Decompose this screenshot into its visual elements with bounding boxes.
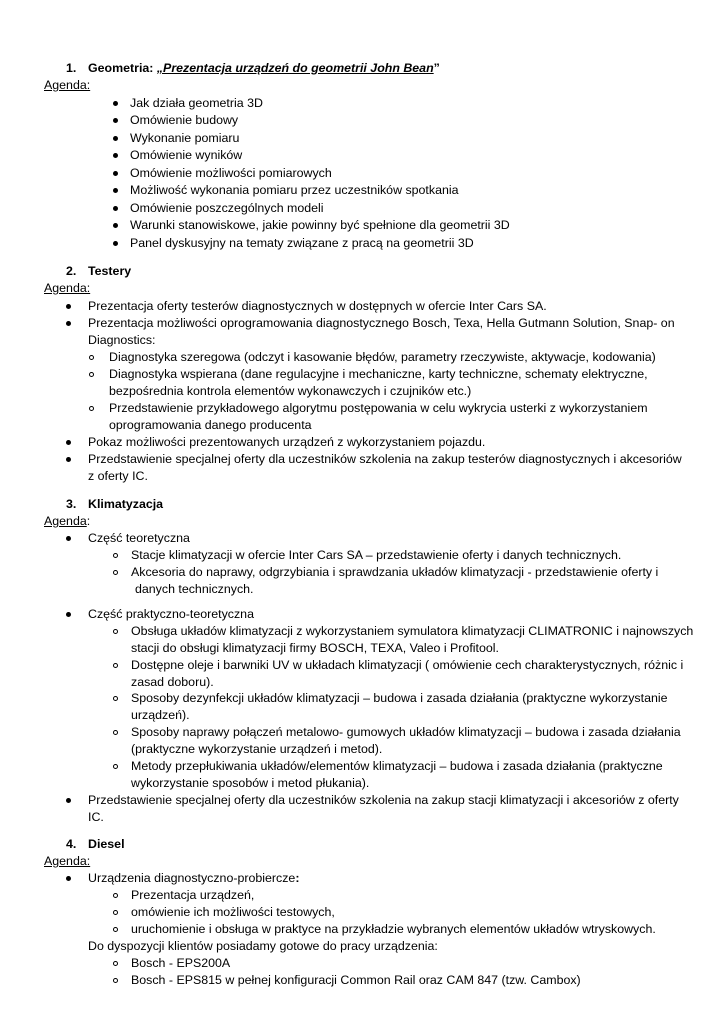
list-item: Warunki stanowiskowe, jakie powinny być spełnione dla geometrii 3D: [130, 218, 510, 232]
list-item-continued: IC.: [88, 810, 104, 824]
bullet-circle: [89, 366, 94, 383]
section-4-agenda: Agenda:: [44, 854, 91, 868]
bullet-dot: [66, 606, 71, 623]
bullet-dot: [113, 112, 118, 129]
sub-list-item: uruchomienie i obsługa w praktyce na przykładzie wybranych elementów układów wtryskowych.: [131, 922, 656, 936]
bullet-circle: [113, 904, 118, 921]
bullet-circle: [89, 349, 94, 366]
section-2-title: Testery: [88, 264, 132, 278]
list-item: [88, 870, 299, 887]
sub-list-item-continued: oprogramowania danego producenta: [109, 418, 312, 432]
list-item: Panel dyskusyjny na tematy związane z pracą na geometrii 3D: [130, 236, 474, 250]
bullet-circle: [113, 887, 118, 904]
section-3-title: Klimatyzacja: [88, 497, 164, 511]
sub-list-item: Dostępne oleje i barwniki UV w układach klimatyzacji ( omówienie cech charakterystycznych, różnic i: [131, 658, 684, 672]
section-3-agenda-label: Agenda: [44, 514, 87, 528]
list-item: Omówienie możliwości pomiarowych: [130, 166, 332, 180]
sub-list-item: Bosch - EPS815 w pełnej konfiguracji Common Rail oraz CAM 847 (tzw. Cambox): [131, 973, 581, 987]
list-item: Część praktyczno-teoretyczna: [88, 607, 254, 621]
bullet-circle: [89, 400, 94, 417]
list-item: Prezentacja możliwości oprogramowania diagnostycznego Bosch, Texa, Hella Gutmann Solution, Snap- on: [88, 316, 675, 330]
sub-list-item-continued: stacji do obsługi klimatyzacji firmy BOSCH, TEXA, Valeo i Profitool.: [131, 641, 499, 655]
sub-list-item: Prezentacja urządzeń,: [131, 888, 255, 902]
sub-list-item: Obsługa układów klimatyzacji z wykorzystaniem symulatora klimatyzacji CLIMATRONIC i najnowszych: [131, 624, 694, 638]
list-item-colon: :: [295, 871, 300, 885]
list-item: Omówienie budowy: [130, 113, 239, 127]
bullet-dot: [113, 200, 118, 217]
bullet-circle: [113, 564, 118, 581]
sub-list-item-continued: urządzeń).: [131, 708, 190, 722]
section-3-number: 3.: [66, 497, 77, 511]
bullet-dot: [113, 95, 118, 112]
section-4-title: Diesel: [88, 837, 125, 851]
section-3-agenda-colon: :: [86, 514, 91, 528]
bullet-dot: [66, 434, 71, 451]
bullet-dot: [113, 165, 118, 182]
section-1-title-quote: „Prezentacja urządzeń do geometrii John Bean: [156, 61, 434, 75]
sub-list-item: Stacje klimatyzacji w ofercie Inter Cars SA – przedstawienie oferty i danych technicznych.: [131, 548, 622, 562]
sub-list-item-continued: wykorzystanie sposobów i metod płukania).: [131, 776, 370, 790]
sub-list-item: Metody przepłukiwania układów/elementów klimatyzacji – budowa i zasada działania (praktyczne: [131, 759, 663, 773]
section-1-agenda: Agenda:: [44, 78, 91, 92]
bullet-circle: [113, 547, 118, 564]
bullet-dot: [66, 530, 71, 547]
bullet-circle: [113, 690, 118, 707]
bullet-dot: [66, 298, 71, 315]
list-item: Pokaz możliwości prezentowanych urządzeń z wykorzystaniem pojazdu.: [88, 435, 486, 449]
list-item: Część teoretyczna: [88, 531, 190, 545]
sub-list-item: Sposoby dezynfekcji układów klimatyzacji – budowa i zasada działania (praktyczne wykorzystanie: [131, 691, 668, 705]
sub-list-item-continued: zasad doboru).: [131, 675, 214, 689]
bullet-dot: [66, 792, 71, 809]
sub-list-item: Diagnostyka wspierana (dane regulacyjne i mechaniczne, karty techniczne, schematy elektryczne,: [109, 367, 648, 381]
bullet-circle: [113, 623, 118, 640]
bullet-dot: [113, 130, 118, 147]
sub-list-item: Diagnostyka szeregowa (odczyt i kasowanie błędów, parametry rzeczywiste, aktywacje, kodowania): [109, 350, 656, 364]
bullet-circle: [113, 724, 118, 741]
sub-list-item: Akcesoria do naprawy, odgrzybiania i sprawdzania układów klimatyzacji - przedstawienie oferty i: [131, 565, 659, 579]
sub-list-item: Przedstawienie przykładowego algorytmu postępowania w celu wykrycia usterki z wykorzystaniem: [109, 401, 648, 415]
sub-list-item: omówienie ich możliwości testowych,: [131, 905, 335, 919]
bullet-dot: [66, 451, 71, 468]
bullet-circle: [113, 921, 118, 938]
sub-list-item-continued: (praktyczne wykorzystanie urządzeń i metod).: [131, 742, 383, 756]
sub-list-item-continued: danych technicznych.: [135, 582, 254, 596]
list-item: Prezentacja oferty testerów diagnostycznych w dostępnych w ofercie Inter Cars SA.: [88, 299, 547, 313]
sub-list-item: Sposoby naprawy połączeń metalowo- gumowych układów klimatyzacji – budowa i zasada działania: [131, 725, 681, 739]
sub-list-item: Bosch - EPS200A: [131, 956, 231, 970]
section-2-number: 2.: [66, 264, 77, 278]
section-2-agenda: Agenda:: [44, 281, 91, 295]
section-1-title: [88, 60, 440, 77]
bullet-circle: [113, 972, 118, 989]
bullet-dot: [113, 235, 118, 252]
bullet-dot: [113, 147, 118, 164]
list-item: Możliwość wykonania pomiaru przez uczestników spotkania: [130, 183, 459, 197]
bullet-dot: [66, 315, 71, 332]
list-item: Omówienie wyników: [130, 148, 243, 162]
bullet-dot: [113, 182, 118, 199]
bullet-circle: [113, 955, 118, 972]
paragraph: Do dyspozycji klientów posiadamy gotowe do pracy urządzenia:: [88, 939, 438, 953]
bullet-dot: [66, 870, 71, 887]
bullet-dot: [113, 217, 118, 234]
list-item: Przedstawienie specjalnej oferty dla uczestników szkolenia na zakup testerów diagnostycznych i akcesoriów: [88, 452, 682, 466]
list-item-continued: z oferty IC.: [88, 469, 148, 483]
list-item: Jak działa geometria 3D: [130, 96, 263, 110]
section-1-title-label: Geometria:: [88, 61, 157, 75]
list-item: Omówienie poszczególnych modeli: [130, 201, 324, 215]
bullet-circle: [113, 758, 118, 775]
section-4-number: 4.: [66, 837, 77, 851]
section-3-agenda: [44, 513, 90, 530]
list-item-continued: Diagnostics:: [88, 333, 156, 347]
section-1-number: 1.: [66, 61, 77, 75]
sub-list-item-continued: bezpośrednia kontrola elementów wykonawczych i czujników etc.): [109, 384, 472, 398]
bullet-circle: [113, 657, 118, 674]
list-item-text: Urządzenia diagnostyczno-probiercze: [88, 871, 296, 885]
list-item: Wykonanie pomiaru: [130, 131, 240, 145]
section-1-title-close: ”: [433, 61, 440, 75]
list-item: Przedstawienie specjalnej oferty dla uczestników szkolenia na zakup stacji klimatyzacji i akcesoriów z oferty: [88, 793, 679, 807]
